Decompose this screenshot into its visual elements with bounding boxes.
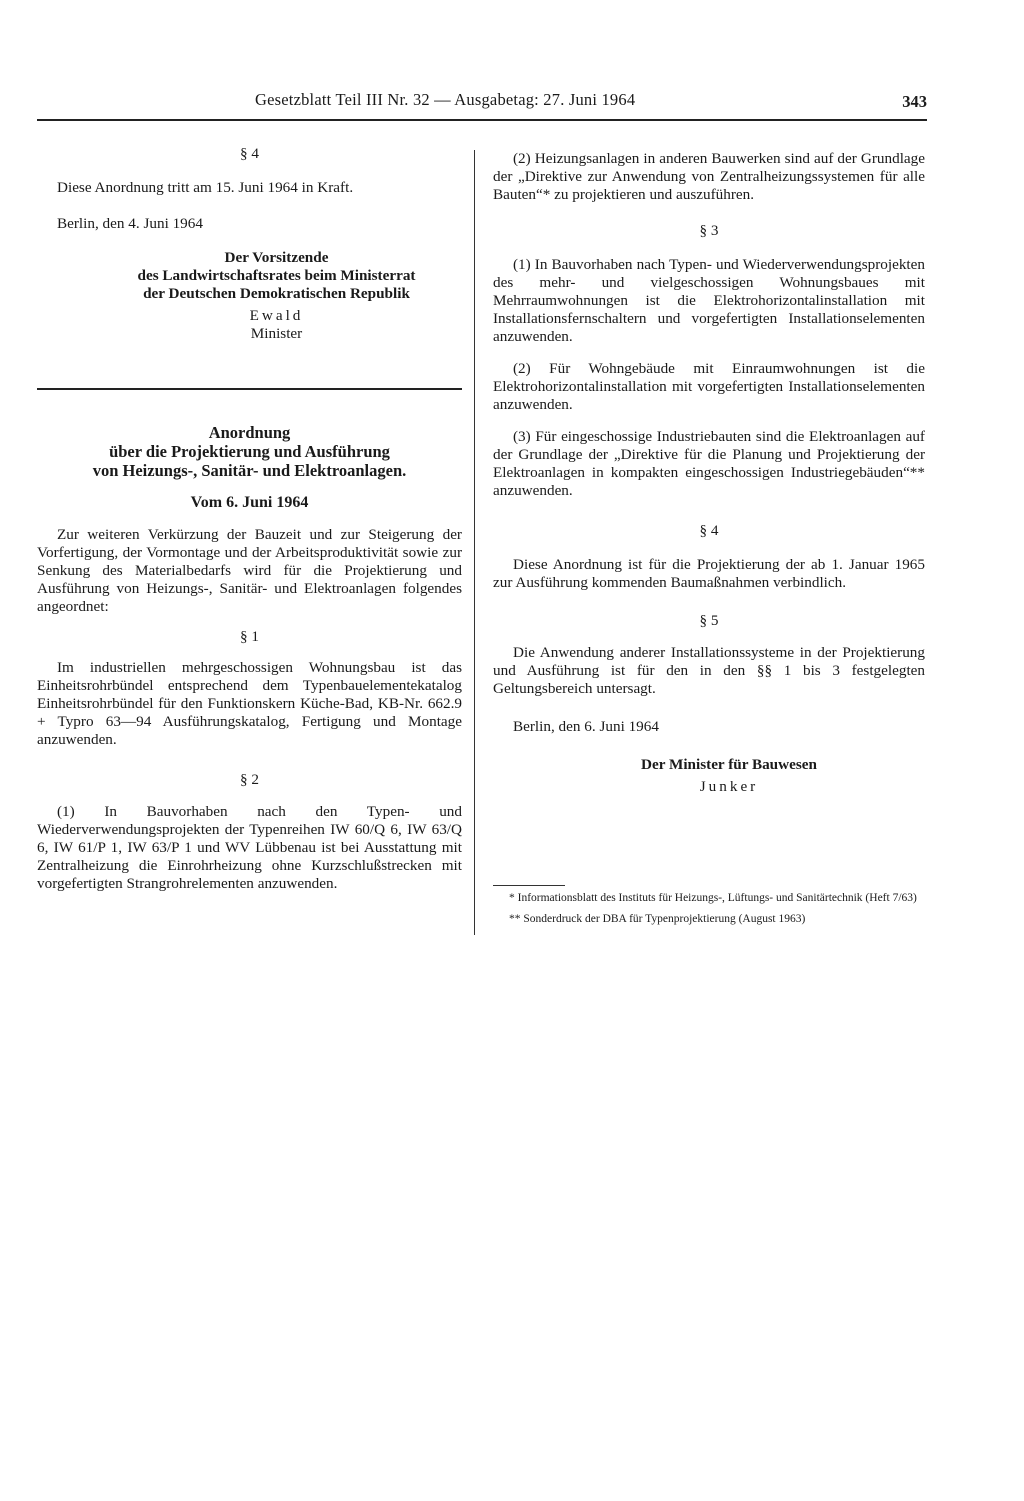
section-divider-rule (37, 388, 462, 390)
ordinance-title (37, 423, 462, 480)
section-3-paragraph-3: (3) Für eingeschossige Industriebauten sind die Elektroanlagen auf der Grundlage der „Direktive für die Planung und Projektierung der Elektroanlagen in kompakten eingeschossigen Industriegebäuden“** anzuwenden. (493, 428, 925, 499)
column-divider (474, 150, 475, 935)
section-heading-3: § 3 (699, 222, 719, 239)
signatory-name-2: Junker (699, 778, 759, 795)
ordinance-column (37, 423, 462, 893)
signatory-name: Ewald (249, 307, 304, 324)
ordinance-title-line-1: Anordnung (208, 423, 291, 442)
footnote-rule (493, 885, 565, 886)
ordinance-date: Vom 6. Juni 1964 (190, 494, 309, 511)
signatory-body: des Landwirtschaftsrates beim Ministerrat (137, 267, 416, 284)
place-date-2: Berlin, den 6. Juni 1964 (513, 718, 659, 735)
ordinance-title-line-2: über die Projektierung und Ausführung (109, 442, 390, 461)
section-2-paragraph-2: (2) Heizungsanlagen in anderen Bauwerken sind auf der Grundlage der „Direktive zur Anwendung von Zentralheizungssystemen für alle Bauten“* zu projektieren und auszuführen. (493, 150, 925, 203)
signature-block-2 (493, 756, 925, 796)
section-heading-4: § 4 (240, 145, 259, 162)
page-header (37, 88, 927, 114)
section-3-paragraph-2: (2) Für Wohngebäude mit Einraumwohnungen ist die Elektrohorizontalinstallation mit vorgefertigten Installationselementen anzuwenden. (493, 360, 925, 413)
signatory-title-2: Der Minister für Bauwesen (641, 756, 817, 773)
section-heading-4b: § 4 (699, 522, 719, 539)
signatory-role: Minister (250, 325, 303, 342)
header-title: Gesetzblatt Teil III Nr. 32 — Ausgabetag: 27. Juni 1964 (255, 90, 636, 109)
section-2-paragraph-1: (1) In Bauvorhaben nach den Typen- und Wiederverwendungsprojekten der Typenreihen IW 60/Q 6, IW 63/Q 6, IW 61/P 1, IW 63/P 1 und WV Lübbenau ist bei Ausstattung mit Zentralheizung die Einrohrheizung ohne Kurzschlußstrecken mit vorgefertigten Strangrohrelementen anzuwenden. (37, 803, 462, 892)
signature-block (37, 249, 462, 343)
section-1-text: Im industriellen mehrgeschossigen Wohnungsbau ist das Einheitsrohrbündel entsprechend dem Typenbauelementekatalog Einheitsrohrbündel für den Funktionskern Küche-Bad, KB-Nr. 662.9 + Typro 63—94 Ausführungskatalog, Fertigung und Montage anzuwenden. (37, 659, 462, 748)
section-3-paragraph-1: (1) In Bauvorhaben nach Typen- und Wiederverwendungsprojekten des mehr- und vielgeschossigen Wohnungsbaues mit Mehrraumwohnungen ist die Elektrohorizontalinstallation mit Installationsfernschaltern und vorgefertigten Installationselementen anzuwenden. (493, 256, 925, 345)
right-column (493, 150, 925, 796)
section-heading-1: § 1 (240, 628, 259, 645)
header-rule (37, 119, 927, 121)
section-4b-text: Diese Anordnung ist für die Projektierung der ab 1. Januar 1965 zur Ausführung kommenden Baumaßnahmen verbindlich. (493, 556, 925, 591)
page-number: 343 (902, 92, 927, 111)
ordinance-title-line-3: von Heizungs-, Sanitär- und Elektroanlagen. (92, 461, 407, 480)
preamble: Zur weiteren Verkürzung der Bauzeit und zur Steigerung der Vorfertigung, der Vormontage und der Arbeitsproduktivität sowie zur Senkung des Materialbedarfs wird für die Projektierung und Ausführung von Heizungs-, Sanitär- und Elektroanlagen folgendes angeordnet: (37, 526, 462, 615)
section-heading-5: § 5 (699, 612, 719, 629)
signatory-title: Der Vorsitzende (224, 249, 329, 266)
signatory-state: der Deutschen Demokratischen Republik (143, 285, 410, 302)
footnote-2: ** Sonderdruck der DBA für Typenprojektierung (August 1963) (509, 912, 806, 925)
section-heading-2: § 2 (240, 771, 259, 788)
section-4-text: Diese Anordnung tritt am 15. Juni 1964 in Kraft. (57, 179, 354, 196)
place-date: Berlin, den 4. Juni 1964 (57, 215, 203, 232)
section-5-text: Die Anwendung anderer Installationssysteme in der Projektierung und Ausführung ist für den in den §§ 1 bis 3 festgelegten Geltungsbereich untersagt. (493, 644, 925, 697)
left-column (37, 145, 462, 343)
footnotes (493, 892, 925, 926)
footnote-1: * Informationsblatt des Instituts für Heizungs-, Lüftungs- und Sanitärtechnik (Heft 7/63) (509, 892, 917, 904)
